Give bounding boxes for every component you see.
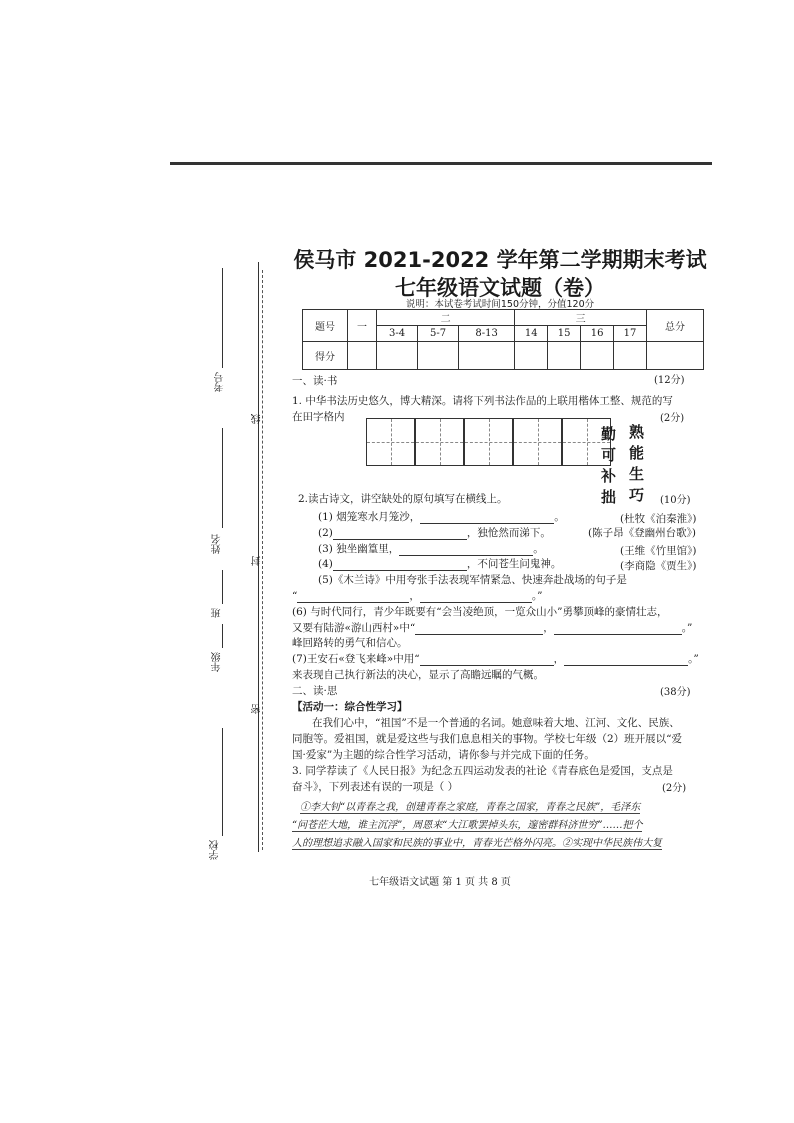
answer-blank[interactable]: [297, 590, 409, 603]
subcol-header: 15: [548, 326, 581, 342]
q2-l2-end: ，独怆然而涕下。: [466, 527, 551, 539]
section1-score: (12分): [654, 375, 685, 386]
side-label-xian: 线: [252, 414, 263, 424]
q2-line4: [318, 557, 561, 571]
q3-line1: 3. 同学荐读了《人民日报》为纪念五四运动发表的社论《青春底色是爱国，支点是: [292, 765, 673, 777]
side-label-nianji: 年级: [212, 652, 223, 672]
handwritten-line1: ①李大钊“以青春之我，创建青春之家庭，青春之国家，青春之民族”，毛泽东: [300, 798, 640, 814]
calligraphy-left: 勤可补拙: [599, 426, 617, 510]
intro-para-line3: 国·爱家”为主题的综合性学习活动，请你参与并完成下面的任务。: [292, 749, 595, 761]
q1-score: (2分): [660, 413, 685, 424]
q2-l1-end: 。: [554, 511, 565, 523]
quote-close: 。”: [688, 653, 699, 665]
side-label-kaohao: 考号: [215, 372, 226, 392]
exam-note: 说明：本试卷考试时间150分钟，分值120分: [405, 299, 595, 310]
answer-blank[interactable]: [420, 653, 554, 666]
score-table: [302, 309, 704, 370]
top-rule: [170, 162, 712, 165]
side-label-ban: 班: [212, 608, 223, 618]
section2-title: 二、读·思: [292, 685, 338, 697]
blank-xuexiao: [222, 728, 223, 836]
q2-line7b: 来表现自己执行新法的决心，显示了高瞻远瞩的气概。: [292, 669, 544, 681]
answer-blank[interactable]: [333, 558, 467, 571]
q2-l4-source: (李商隐《贾生》): [620, 560, 697, 572]
grid-cell[interactable]: [513, 418, 562, 466]
q2-l2-text: (2): [318, 527, 333, 539]
answer-blank[interactable]: [399, 543, 533, 556]
exam-title: 侯马市 2021-2022 学年第二学期期末考试: [293, 248, 707, 272]
q2-line5: (5)《木兰诗》中用夸张手法表现军情紧急、快速奔赴战场的句子是: [318, 574, 627, 586]
answer-blank[interactable]: [554, 622, 682, 635]
tianzige-grid: [366, 418, 611, 466]
q2-line6c: 峰回路转的勇气和信心。: [292, 637, 408, 649]
answer-blank[interactable]: [415, 622, 543, 635]
activity-title: 【活动一：综合性学习】: [292, 701, 408, 713]
blank-xingming: [222, 428, 223, 528]
q2-line6a: (6) 与时代同行，青少年既要有“会当凌绝顶，一览众山小”勇攀顶峰的豪情壮志，: [292, 606, 668, 618]
subcol-header: 16: [581, 326, 614, 342]
intro-para-line1: 在我们心中，“祖国”不是一个普通的名词。她意味着大地、江河、文化、民族、: [312, 717, 680, 729]
score-cell: [548, 342, 581, 370]
quote-close: 。”: [531, 590, 543, 602]
section2-score: (38分): [660, 687, 691, 698]
q2-l4-end: ，不问苍生问鬼神。: [466, 558, 562, 570]
score-cell: [348, 342, 377, 370]
q2-line2: [318, 526, 551, 540]
q2-l7a-text: (7)王安石«登飞来峰»中用“: [292, 653, 420, 665]
header-san: 三: [515, 310, 647, 326]
side-label-xingming: 姓名: [212, 534, 223, 554]
q2-line6b: [292, 621, 692, 635]
subcol-header: 3-4: [377, 326, 418, 342]
score-cell: [418, 342, 459, 370]
q2-l3-source: (王维《竹里馆》): [620, 545, 697, 557]
q2-l1-source: (杜牧《泊秦淮》): [620, 513, 697, 525]
score-cell: [459, 342, 515, 370]
q2-l1-text: (1) 烟笼寒水月笼沙，: [318, 511, 421, 523]
q3-line2: 奋斗》，下列表述有误的一项是（ ）: [292, 781, 459, 793]
q2-l6b-text: 又要有陆游«游山西村»中“: [292, 622, 416, 634]
blank-ban: [222, 570, 223, 604]
blank-nianji: [222, 624, 223, 648]
header-total: 总分: [647, 310, 704, 342]
side-label-xuexiao: 学校: [210, 840, 221, 860]
q1-line1: 1. 中华书法历史悠久，博大精深。请将下列书法作品的上联用楷体工整、规范的写: [292, 395, 673, 407]
q2-l3-text: (3) 独坐幽篁里，: [318, 543, 400, 555]
q2-l3-end: 。: [533, 543, 544, 555]
q2-line3: [318, 542, 544, 556]
handwritten-line3: 人的理想追求融入国家和民族的事业中，青春光芒格外闪亮。②实现中华民族伟大复: [292, 834, 662, 850]
header-er: 二: [377, 310, 515, 326]
answer-blank[interactable]: [564, 653, 688, 666]
grid-cell[interactable]: [415, 418, 464, 466]
subcol-header: 8-13: [459, 326, 515, 342]
header-yi: 一: [348, 310, 377, 342]
grid-cell[interactable]: [464, 418, 513, 466]
answer-blank[interactable]: [333, 527, 467, 540]
q2-score: (10分): [660, 495, 691, 506]
page-footer: 七年级语文试题 第 1 页 共 8 页: [369, 877, 511, 888]
score-cell: [581, 342, 614, 370]
q2-line7a: [292, 652, 699, 666]
blank-kaohao: [222, 268, 223, 368]
comma: ，: [543, 622, 554, 634]
row-label-defen: 得分: [303, 342, 348, 370]
answer-blank[interactable]: [420, 590, 532, 603]
quote-close: 。”: [681, 622, 693, 634]
q3-score: (2分): [662, 783, 687, 794]
answer-blank[interactable]: [420, 511, 554, 524]
q2-line5-answer: [292, 589, 543, 603]
subcol-header: 17: [614, 326, 647, 342]
q1-line2: 在田字格内: [292, 411, 345, 423]
q2-l2-source: (陈子昂《登幽州台歌》): [588, 527, 696, 539]
score-cell: [515, 342, 548, 370]
subcol-header: 5-7: [418, 326, 459, 342]
score-cell: [647, 342, 704, 370]
score-cell: [614, 342, 647, 370]
intro-para-line2: 同胞等。爱祖国，就是爱这些与我们息息相关的事物。学校七年级（2）班开展以“爱: [292, 733, 683, 745]
calligraphy-right: 熟能生巧: [627, 424, 645, 508]
q2-intro: 2.读古诗文，讲空缺处的原句填写在横线上。: [298, 493, 508, 505]
header-tihao: 题号: [303, 310, 348, 342]
comma: ，: [553, 653, 565, 665]
score-cell: [377, 342, 418, 370]
exam-subtitle: 七年级语文试题（卷）: [395, 276, 605, 300]
quote-open: “: [292, 590, 298, 602]
grid-cell[interactable]: [366, 418, 415, 466]
section1-title: 一、读·书: [292, 375, 338, 387]
side-label-mi: 密: [252, 704, 263, 714]
side-label-feng: 封: [252, 556, 263, 566]
comma: ，: [409, 590, 420, 602]
q2-line1: [318, 510, 565, 524]
q2-l4-text: (4): [318, 558, 333, 570]
subcol-header: 14: [515, 326, 548, 342]
handwritten-line2: “问苍茫大地，谁主沉浮”，周恩来“大江歌罢掉头东，邃密群科济世穷”……把个: [292, 816, 642, 832]
